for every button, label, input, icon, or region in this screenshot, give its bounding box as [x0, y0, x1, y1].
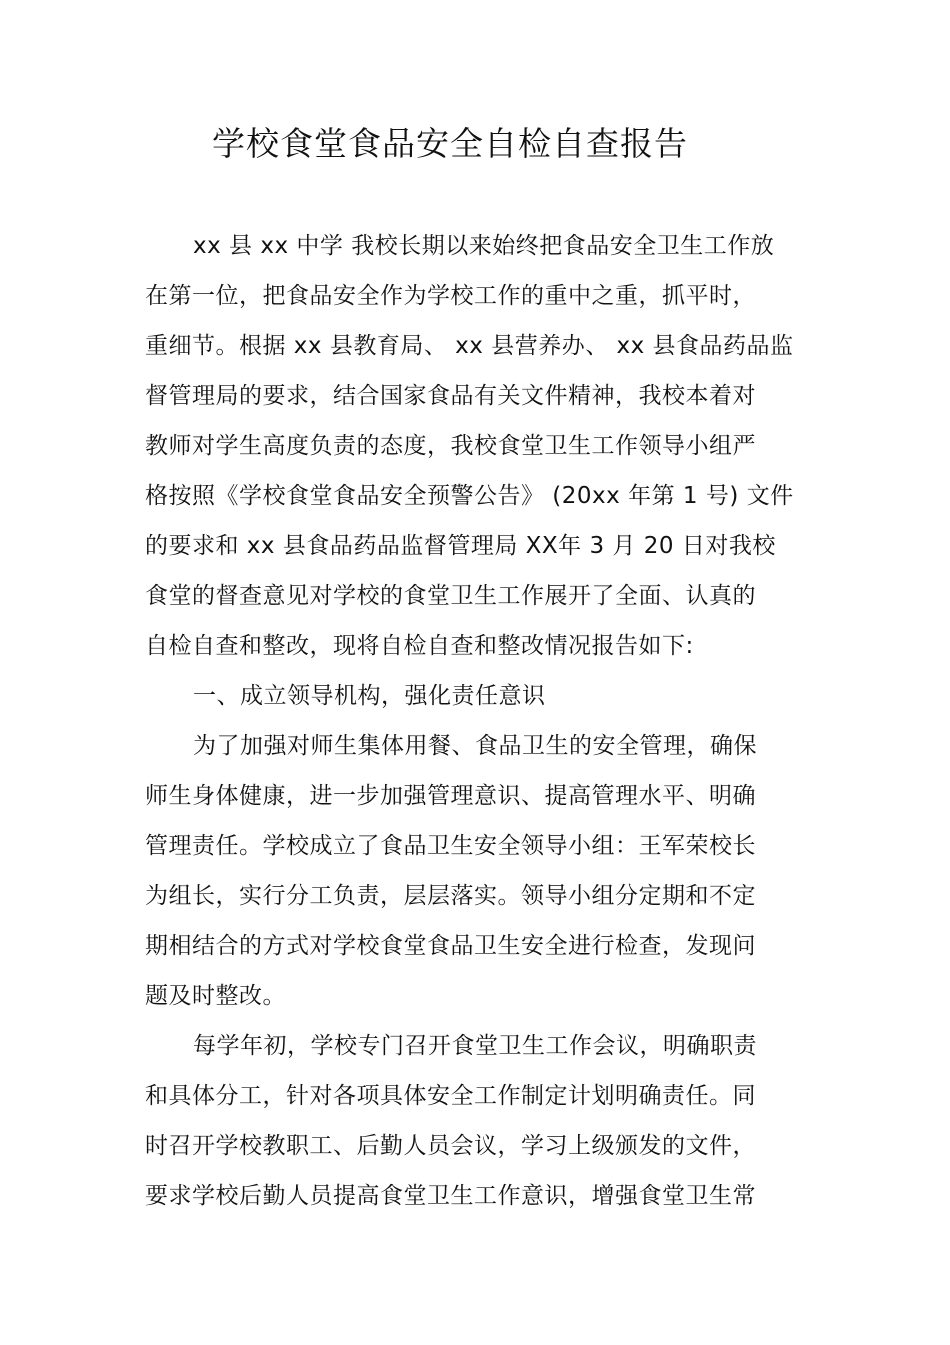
text-line: 在第一位，把食品安全作为学校工作的重中之重，抓平时，: [145, 283, 756, 309]
text-line: 食堂的督查意见对学校的食堂卫生工作展开了全面、认真的: [145, 583, 756, 609]
text-line: 自检自查和整改，现将自检自查和整改情况报告如下:: [145, 633, 694, 659]
text-line: 重细节。根据 xx 县教育局、 xx 县营养办、 xx 县食品药品监: [145, 333, 794, 359]
text-line: xx 县 xx 中学 我校长期以来始终把食品安全卫生工作放: [193, 233, 775, 259]
text-line: 督管理局的要求，结合国家食品有关文件精神，我校本着对: [145, 383, 756, 409]
text-line: 题及时整改。: [145, 983, 286, 1009]
text-line: 和具体分工，针对各项具体安全工作制定计划明确责任。同: [145, 1083, 756, 1109]
text-line: 教师对学生高度负责的态度，我校食堂卫生工作领导小组严: [145, 433, 756, 459]
text-line: 时召开学校教职工、后勤人员会议，学习上级颁发的文件，: [145, 1133, 756, 1159]
text-line: 期相结合的方式对学校食堂食品卫生安全进行检查，发现问: [145, 933, 756, 959]
text-line: 管理责任。学校成立了食品卫生安全领导小组：王军荣校长: [145, 833, 756, 859]
text-line: 为了加强对师生集体用餐、食品卫生的安全管理，确保: [193, 733, 757, 759]
section-heading: 一、成立领导机构，强化责任意识: [193, 683, 546, 709]
text-line: 每学年初，学校专门召开食堂卫生工作会议，明确职责: [193, 1033, 757, 1059]
text-line: 格按照《学校食堂食品安全预警公告》 (20xx 年第 1 号) 文件: [145, 483, 794, 509]
text-line: 为组长，实行分工负责，层层落实。领导小组分定期和不定: [145, 883, 756, 909]
text-line: 师生身体健康，进一步加强管理意识、提高管理水平、明确: [145, 783, 756, 809]
text-line: 要求学校后勤人员提高食堂卫生工作意识，增强食堂卫生常: [145, 1183, 756, 1209]
text-line: 的要求和 xx 县食品药品监督管理局 XX年 3 月 20 日对我校: [145, 533, 776, 559]
document-title: 学校食堂食品安全自检自查报告: [212, 124, 688, 163]
